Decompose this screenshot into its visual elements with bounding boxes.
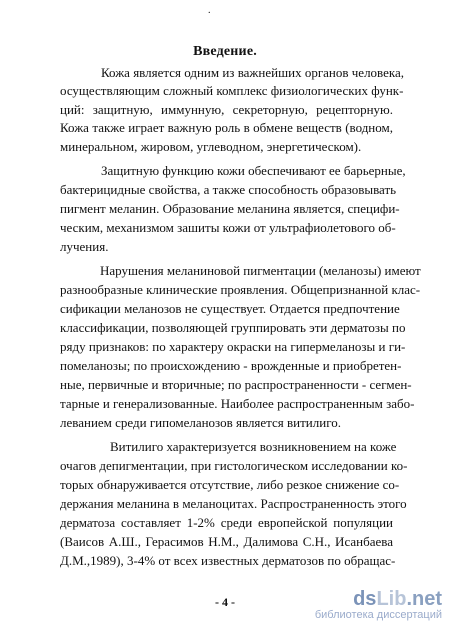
text-line: помеланозы; по происхождению - врожденные и приобретен-: [60, 358, 402, 373]
text-line: Защитную функцию кожи обеспечивают ее барьерные,: [101, 163, 406, 178]
watermark-brand-ds: ds: [353, 588, 377, 610]
text-line: Кожа является одним из важнейших органов человека,: [101, 65, 405, 80]
text-line: пигмент меланин. Образование меланина является, специфи-: [60, 201, 400, 216]
text-line: дерматоза составляет 1-2% среди европейской популяции: [60, 515, 393, 530]
text-line: минеральном, жировом, углеводном, энергетическом).: [60, 139, 362, 154]
text-line: ряду признаков: по характеру окраски на гипермеланозы и ги-: [60, 339, 406, 354]
watermark-logo: [315, 589, 442, 609]
watermark-brand-net: .net: [406, 588, 442, 610]
text-line: классификации, позволяющей группировать эти дерматозы по: [60, 320, 406, 335]
text-line: осуществляющим сложный комплекс физиологических функ-: [60, 83, 404, 98]
text-line: тарные и генерализованные. Наиболее распространенным забо-: [60, 396, 415, 411]
page-title: Введение.: [193, 44, 257, 59]
text-line: леванием среди гипомеланозов является витилиго.: [60, 415, 341, 430]
text-line: Нарушения меланиновой пигментации (меланозы) имеют: [100, 263, 421, 278]
text-line: ций: защитную, иммунную, секреторную, рецепторную.: [60, 102, 393, 117]
text-line: торых обнаруживается отсутствие, либо резкое снижение со-: [60, 477, 400, 492]
text-line: очагов депигментации, при гистологическом исследовании ко-: [60, 458, 408, 473]
text-line: Д.М.,1989), 3-4% от всех известных дерматозов по обращас-: [60, 553, 396, 568]
watermark-brand-lib: Lib: [376, 588, 407, 610]
text-line: разнообразные клинические проявления. Общепризнанной клас-: [60, 282, 421, 297]
text-line: (Ваисов А.Ш., Герасимов Н.М., Далимова С.Н., Исанбаева: [60, 534, 393, 549]
text-line: ные, первичные и вторичные; по распространенности - сегмен-: [60, 377, 412, 392]
text-line: ческим, механизмом зашиты кожи от ультрафиолетового об-: [60, 220, 396, 235]
text-line: бактерицидные свойства, а также способность образовывать: [60, 182, 397, 197]
text-line: сификации меланозов не существует. Отдается предпочтение: [60, 301, 400, 316]
top-mark: .: [208, 5, 211, 16]
text-line: Кожа также играет важную роль в обмене веществ (водном,: [60, 120, 393, 135]
watermark-subtitle: библиотека диссертаций: [314, 609, 442, 621]
text-line: Витилиго характеризуется возникновением на коже: [110, 439, 397, 454]
dslib-watermark: [315, 589, 442, 621]
text-line: держания меланина в меланоцитах. Распространенность этого: [60, 496, 407, 511]
text-line: лучения.: [60, 239, 109, 254]
page-number: - 4 -: [215, 595, 235, 609]
